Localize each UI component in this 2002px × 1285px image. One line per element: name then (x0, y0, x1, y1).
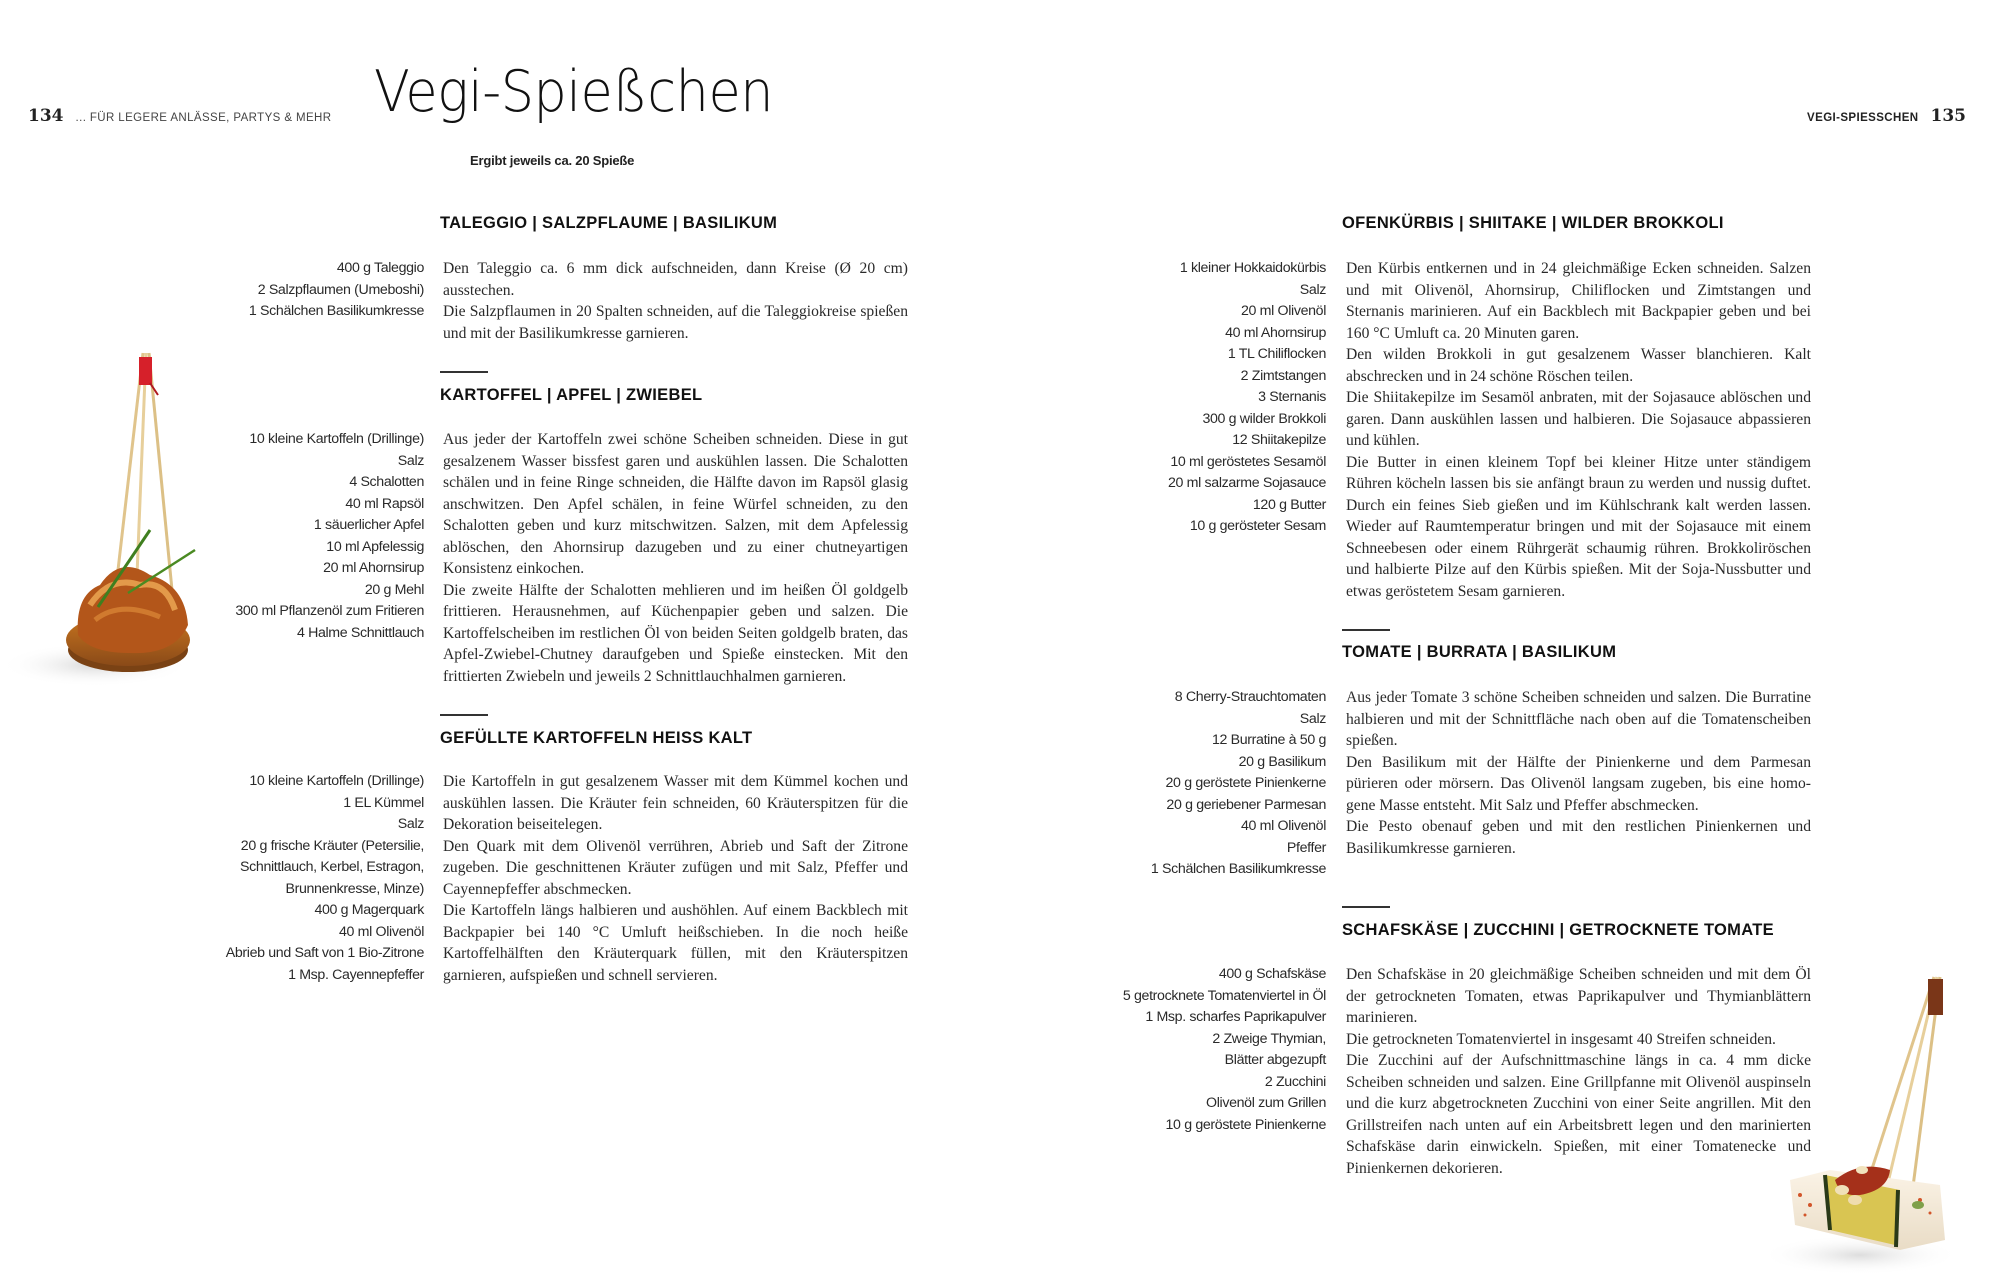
method-text (443, 429, 908, 687)
ingredient: 300 g wilder Brokkoli (1202, 410, 1326, 427)
method-paragraph: Aus jeder der Kartoffeln zwei schöne Scheiben schneiden. Diese in gut gesalzenem Wasser bissfest garen und auskühlen lassen. Die Schalotten schälen und in feine Ringe schneiden, die Hälfte davon im Rapsöl glasig anschwitzen. Den Apfel schälen, in feine Würfel schneiden, zu den Schalotten geben und kurz mitschwitzen. Salzen, mit dem Apfelessig ablöschen, den Ahornsirup dazugeben und zu einer chutneyartigen Konsistenz einkochen. (443, 431, 908, 577)
ingredient: 20 g geriebener Parmesan (1166, 796, 1326, 813)
ingredient: 1 Schälchen Basilikumkresse (248, 303, 424, 319)
ingredient: Salz (397, 452, 424, 469)
recipe-heading: KARTOFFEL | APFEL | ZWIEBEL (440, 386, 703, 404)
ingredient: 20 g Basilikum (1238, 753, 1326, 770)
ingredient: 1 Schälchen Basilikumkresse (1150, 861, 1326, 877)
ingredient: Abrieb und Saft von 1 Bio-Zitrone (225, 945, 424, 961)
recipe-heading: TOMATE | BURRATA | BASILIKUM (1342, 643, 1617, 661)
ingredient: Salz (1299, 710, 1326, 727)
ingredient: 20 ml Olivenöl (1241, 303, 1326, 319)
sheep-cheese-skewer-photo (1770, 965, 2002, 1280)
ingredient: 40 ml Olivenöl (1241, 818, 1326, 834)
ingredient: 20 ml salzarme Sojasauce (1168, 475, 1326, 491)
method-paragraph: Den wilden Brokkoli in gut gesalzenem Wasser blanchieren. Kalt abschrecken und in 24 schöne Röschen teilen. (1346, 346, 1811, 385)
ingredient-list (0, 258, 424, 323)
ingredient: 1 Msp. scharfes Paprikapulver (1145, 1009, 1326, 1025)
method-paragraph: Die zweite Hälfte der Schalotten mehlieren und im heißen Öl goldgelb frittieren. Herausnehmen, auf Küchenpapier geben und salzen. Die Kartoffelscheiben im restlichen Öl von beiden Seiten goldgelb braten, das Apfel-Zwiebel-Chutney daraufgeben und Spieße einstecken. Mit den frittierten Zwiebeln und jeweils 2 Schnittlauchhalmen garnieren. (443, 581, 908, 685)
ingredient: 4 Schalotten (349, 474, 424, 490)
ingredient: Pfeffer (1286, 839, 1326, 856)
ingredient: Brunnenkresse, Minze) (285, 880, 424, 897)
method-paragraph: Die Kartoffeln längs halbieren und aushöhlen. Auf einem Backblech mit Backpapier bei 140 °C Umluft heißschieben. In die noch heiße Kartoffelhälften den Kräuterquark füllen, mit den Kräuterspitzen garnieren, aufspießen und schnell servieren. (443, 902, 908, 984)
ingredient: 40 ml Olivenöl (339, 923, 424, 940)
ingredient-list (1000, 687, 1326, 881)
ingredient: 20 ml Ahornsirup (323, 560, 424, 576)
recipe-heading: TALEGGIO | SALZPFLAUME | BASILIKUM (440, 214, 778, 232)
ingredient: 1 EL Kümmel (343, 794, 424, 811)
method-text (443, 771, 908, 986)
page-number: 134 (28, 106, 64, 126)
page-number: 135 (1930, 106, 1966, 126)
ingredient: 40 ml Rapsöl (345, 495, 424, 512)
recipe-heading: OFENKÜRBIS | SHIITAKE | WILDER BROKKOLI (1342, 214, 1724, 232)
ingredient: 2 Zimtstangen (1240, 367, 1326, 384)
ingredient: 400 g Magerquark (314, 902, 424, 918)
ingredient: 2 Zucchini (1264, 1073, 1326, 1090)
ingredient: 400 g Taleggio (336, 260, 424, 276)
ingredient: 8 Cherry-Strauchtomaten (1174, 689, 1326, 705)
method-paragraph: Den Schafskäse in 20 gleichmäßige Scheiben schneiden und mit dem Öl der getrockneten Tomaten, etwas Paprikapulver und Thymianblättern marinieren. (1346, 966, 1811, 1026)
method-paragraph: Die Kartoffeln in gut gesalzenem Wasser mit dem Kümmel kochen und auskühlen lassen. Die Kräuter fein schneiden, 60 Kräuterspitzen für die Dekoration beiseitelegen. (443, 773, 908, 833)
ingredient: 20 g geröstete Pinienkerne (1165, 775, 1326, 791)
recipe-heading: SCHAFSKÄSE | ZUCCHINI | GETROCKNETE TOMATE (1342, 921, 1774, 939)
page-title: Vegi-Spießchen (374, 59, 774, 125)
ingredient: 10 kleine Kartoffeln (Drillinge) (249, 431, 424, 447)
ingredient: 12 Burratine à 50 g (1211, 732, 1326, 748)
method-paragraph: Aus jeder Tomate 3 schöne Scheiben schneiden und salzen. Die Burratine halbieren und mit der Schnittfläche nach oben auf die Tomatenscheiben spießen. (1346, 689, 1811, 749)
ingredient: 20 g Mehl (364, 581, 424, 598)
method-paragraph: Die Zucchini auf der Aufschnittmaschine längs in ca. 4 mm dicke Scheiben schneiden und salzen. Eine Grillpfanne mit Olivenöl auspinseln und die kurz abgetrockneten Zucchini von einer Seite angrillen. Mit den Grillstreifen nach unten auf ein Arbeitsbrett legen und den marinierten Schafskäse darin einwickeln. Spießen, mit einer Tomatenecke und Pinienkernen dekorieren. (1346, 1052, 1811, 1177)
section-divider (440, 714, 488, 716)
ingredient: 1 Msp. Cayennepfeffer (288, 966, 424, 983)
method-paragraph: Die Salzpflaumen in 20 Spalten schneiden, auf die Taleggiokreise spießen und mit der Basilikumkresse garnieren. (443, 303, 908, 342)
running-head: ... FÜR LEGERE ANLÄSSE, PARTYS & MEHR (75, 112, 332, 124)
method-paragraph: Die Butter in einen kleinem Topf bei kleiner Hitze unter ständigem Rühren köcheln lassen bis sie anfängt braun zu werden und nussig duftet. Durch ein feines Sieb gießen und im Kühlschrank kalt werden lassen. Wieder auf Raumtemperatur bringen und mit der Sojasauce mit einem Schneebesen oder einem Rührgerät schaumig rühren. Brokkoliröschen und halbierte Pilze auf den Kürbis spießen. Mit der Soja-Nussbutter und etwas geröstetem Sesam garnieren. (1346, 453, 1811, 600)
ingredient: 12 Shiitakepilze (1232, 432, 1326, 448)
ingredient: 5 getrocknete Tomatenviertel in Öl (1122, 987, 1326, 1004)
yield-note: Ergibt jeweils ca. 20 Spieße (470, 153, 635, 168)
section-divider (440, 371, 488, 373)
method-text (443, 258, 908, 344)
method-paragraph: Die getrockneten Tomatenviertel in insgesamt 40 Streifen schneiden. (1346, 1030, 1776, 1048)
left-folio (28, 106, 331, 126)
method-paragraph: Den Taleggio ca. 6 mm dick aufschneiden, dann Kreise (Ø 20 cm) ausstechen. (443, 260, 908, 299)
ingredient: 10 kleine Kartoffeln (Drillinge) (249, 773, 424, 789)
section-divider (1342, 906, 1390, 908)
ingredient: 4 Halme Schnittlauch (296, 624, 424, 641)
ingredient: Salz (1299, 281, 1326, 298)
ingredient: 1 TL Chiliflocken (1227, 346, 1326, 362)
method-text (1346, 964, 1811, 1179)
ingredient: 120 g Butter (1252, 496, 1326, 513)
ingredient: Salz (397, 816, 424, 832)
ingredient-list (0, 771, 424, 986)
ingredient: 20 g frische Kräuter (Petersilie, (240, 837, 424, 854)
ingredient-list (1000, 964, 1326, 1136)
recipe-heading: GEFÜLLTE KARTOFFELN HEISS KALT (440, 729, 753, 747)
ingredient-list (0, 429, 424, 644)
ingredient: 1 kleiner Hokkaidokürbis (1179, 260, 1326, 276)
ingredient: Olivenöl zum Grillen (1206, 1095, 1326, 1111)
ingredient-list (1000, 258, 1326, 538)
method-paragraph: Den Basilikum mit der Hälfte der Pinienkerne und dem Parmesan pürieren oder mörsern. Das Olivenöl langsam zugeben, bis eine homogene Masse entsteht. Mit Salz und Pfeffer abschmecken. (1346, 753, 1811, 814)
ingredient: 10 ml Apfelessig (326, 538, 424, 555)
ingredient: Blätter abgezupft (1224, 1052, 1326, 1068)
ingredient: 400 g Schafskäse (1218, 966, 1326, 982)
skewer-image-icon (1770, 965, 2002, 1280)
method-text (1346, 687, 1811, 859)
method-paragraph: Die Pesto obenauf geben und mit den restlichen Pinienkernen und Basilikumkresse garnieren. (1346, 818, 1811, 857)
ingredient: Schnittlauch, Kerbel, Estragon, (240, 859, 424, 875)
method-paragraph: Den Kürbis entkernen und in 24 gleichmäßige Ecken schneiden. Salzen und mit Olivenöl, Ahornsirup, Chiliflocken und Zimtstangen und Sternanis marinieren. Auf ein Backblech mit Backpapier geben und bei 160 °C Umluft ca. 20 Minuten garen. (1346, 260, 1811, 342)
ingredient: 10 ml geröstetes Sesamöl (1170, 453, 1326, 470)
ingredient: 1 säuerlicher Apfel (313, 517, 424, 533)
method-paragraph: Die Shiitakepilze im Sesamöl anbraten, mit der Sojasauce ablöschen und garen. Dann auskühlen lassen und halbieren. Die Sojasauce abpassieren und kühlen. (1346, 389, 1811, 449)
ingredient: 10 g gerösteter Sesam (1189, 518, 1326, 534)
section-divider (1342, 629, 1390, 631)
ingredient: 300 ml Pflanzenöl zum Fritieren (235, 603, 424, 619)
right-folio (1807, 106, 1966, 126)
method-paragraph: Den Quark mit dem Olivenöl verrühren, Abrieb und Saft der Zitrone zugeben. Die geschnittenen Kräuter zufügen und mit Salz, Pfeffer und Cayennepfeffer abschmecken. (443, 837, 908, 898)
method-text (1346, 258, 1811, 602)
ingredient: 10 g geröstete Pinienkerne (1165, 1116, 1326, 1133)
ingredient: 3 Sternanis (1258, 389, 1326, 405)
running-head: VEGI-SPIESSCHEN (1807, 112, 1919, 124)
ingredient: 2 Zweige Thymian, (1212, 1030, 1326, 1047)
ingredient: 2 Salzpflaumen (Umeboshi) (257, 281, 424, 298)
ingredient: 40 ml Ahornsirup (1225, 324, 1326, 341)
